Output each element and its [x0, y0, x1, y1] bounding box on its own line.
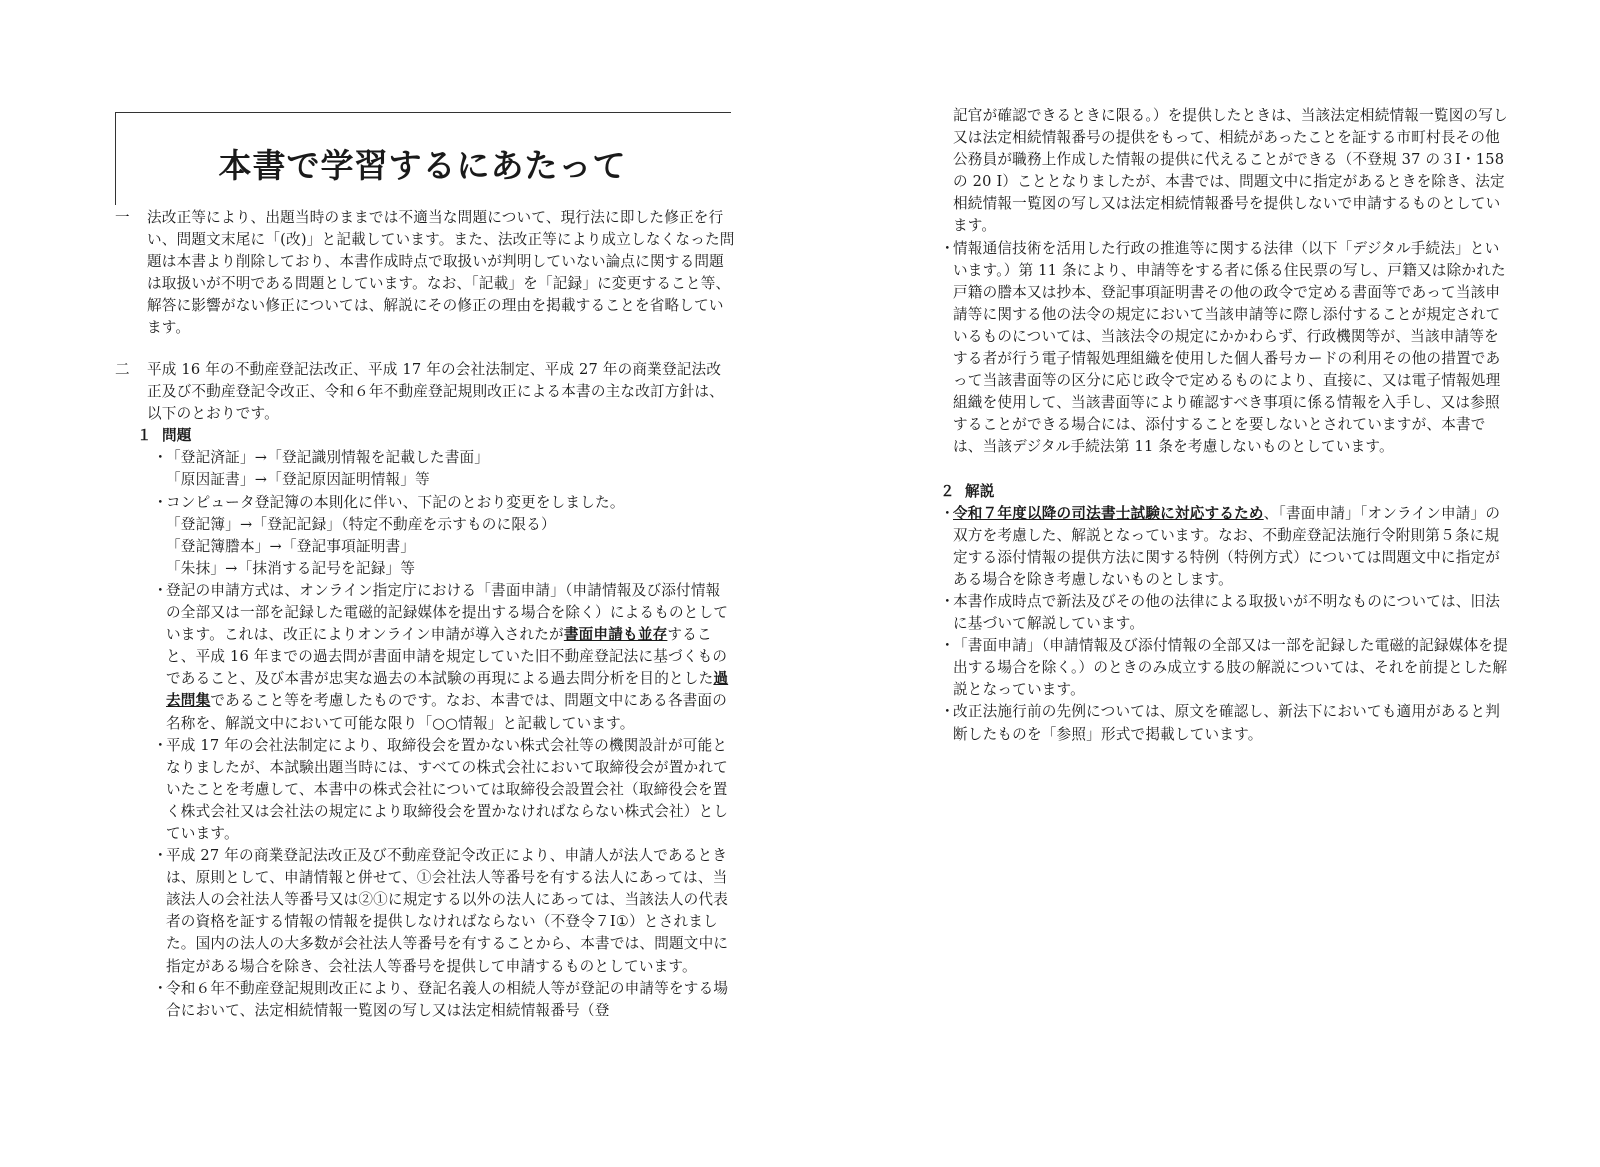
- list-item: ・ 登記の申請方式は、オンライン指定庁における「書面申請」（申請情報及び添付情報の全部又は一部を記録した電磁的記録媒体を提出する場合を除く）によるものとしています。これは、改正によりオンライン申請が導入されたが書面申請も並存すること、平成 16 年までの過去問が書面申請を規定していた旧不動産登記法に基づくものであること、及び本書が忠実な過去の本試験の再現による過去問分析を目的とした過去問集であること等を考慮したものです。なお、本書では、問題文中にある各書面の名称を、解説文中において可能な限り「○○情報」と記載しています。: [153, 580, 735, 735]
- list-item-line: 「登記簿謄本」→「登記事項証明書」: [166, 537, 416, 555]
- subsection-label: 問題: [162, 427, 192, 445]
- section-1-text: 法改正等により、出題当時のままでは不適当な問題について、現行法に即した修正を行い、問題文末尾に「(改)」と記載しています。また、法改正等により成立しなくなった問題は本書より削除しており、本書作成時点で取扱いが判明していない論点に関する問題は取扱いが不明である問題としています。なお、「記載」を「記録」に変更すること等、解答に影響がない修正については、解説にその修正の理由を掲載することを省略しています。: [147, 209, 735, 337]
- list-item-text: 令和６年不動産登記規則改正により、登記名義人の相続人等が登記の申請等をする場合において、法定相続情報一覧図の写し又は法定相続情報番号（登: [166, 979, 729, 1019]
- list-item-text: 本書作成時点で新法及びその他の法律による取扱いが不明なものについては、旧法に基づいて解説しています。: [953, 592, 1501, 633]
- list-item-text: 改正法施行前の先例については、原文を確認し、新法下においても適用があると判断したものを「参照」形式で掲載しています。: [953, 703, 1501, 743]
- subsection-label: 解説: [965, 482, 995, 500]
- list-item: ・ 令和７年度以降の司法書士試験に対応するため、「書面申請」「オンライン申請」の双方を考慮した、解説となっています。なお、不動産登記法施行令附則第５条に規定する添付情報の提供方法に関する特例（特例方式）については問題文中に指定がある場合を除き考慮しないものとします。: [940, 503, 1510, 591]
- list-item: ・ 平成 27 年の商業登記法改正及び不動産登記令改正により、申請人が法人であるときは、原則として、申請情報と併せて、①会社法人等番号を有する法人にあっては、当該法人の会社法人等番号又は②①に規定する以外の法人にあっては、当該法人の代表者の資格を証する情報の情報を提供しなければならない（不登令７Ⅰ①）とされました。国内の法人の大多数が会社法人等番号を有することから、本書では、問題文中に指定がある場合を除き、会社法人等番号を提供して申請するものとしています。: [153, 845, 735, 978]
- list-item-text: 「書面申請」（申請情報及び添付情報の全部又は一部を記録した電磁的記録媒体を提出する場合を除く。）のときのみ成立する肢の解説については、それを前提とした解説となっています。: [953, 637, 1508, 699]
- list-item: ・ 「書面申請」（申請情報及び添付情報の全部又は一部を記録した電磁的記録媒体を提出する場合を除く。）のときのみ成立する肢の解説については、それを前提とした解説となっています。: [940, 635, 1510, 701]
- list-item-line: 「登記簿」→「登記記録」（特定不動産を示すものに限る）: [166, 515, 556, 533]
- list-item-continuation: 記官が確認できるときに限る。）を提供したときは、当該法定相続情報一覧図の写し又は法定相続情報番号の提供をもって、相続があったことを証する市町村長その他公務員が職務上作成した情報の提供に代えることができる（不登規 37 の３Ⅰ・158 の 20 Ⅰ）こととなりましたが、本書では、問題文中に指定があるときを除き、法定相続情報一覧図の写し又は法定相続情報番号を提供しないで申請するものとしています。: [953, 107, 1508, 235]
- problem-items: [153, 447, 735, 1021]
- list-item-line: 「朱抹」→「抹消する記号を記録」等: [166, 559, 416, 577]
- subsection-problems-heading: [137, 425, 735, 447]
- list-item-line: コンピュータ登記簿の本則化に伴い、下記のとおり変更をしました。: [166, 493, 625, 511]
- list-item-line: 「登記済証」→「登記識別情報を記載した書面」: [166, 449, 490, 467]
- list-item: ・ 平成 17 年の会社法制定により、取締役会を置かない株式会社等の機関設計が可能となりましたが、本試験出題当時には、すべての株式会社において取締役会が置かれていたことを考慮して、本書中の株式会社については取締役会設置会社（取締役会を置く株式会社又は会社法の規定により取締役会を置かなければならない株式会社）としています。: [153, 735, 735, 845]
- list-item: ・ コンピュータ登記簿の本則化に伴い、下記のとおり変更をしました。 「登記簿」→「登記記録」（特定不動産を示すものに限る） 「登記簿謄本」→「登記事項証明書」 「朱抹」→「抹消する記号を記録」等: [153, 492, 735, 580]
- section-2: [115, 359, 735, 1022]
- list-item-text: 情報通信技術を活用した行政の推進等に関する法律（以下「デジタル手続法」といいます。）第 11 条により、申請等をする者に係る住民票の写し、戸籍又は除かれた戸籍の謄本又は抄本、登記事項証明書その他の政令で定める書面等であって当該申請等に関する他の法令の規定において当該申請等に際し添付することが規定されているものについては、当該法令の規定にかかわらず、行政機関等が、当該申請等をする者が行う電子情報処理組織を使用した個人番号カードの利用その他の措置であって当該書面等の区分に応じ政令で定めるものにより、直接に、又は電子情報処理組織を使用して、当該書面等により確認すべき事項に係る情報を入手し、又は参照することができる場合には、添付することを要しないとされていますが、本書では、当該デジタル手続法第 11 条を考慮しないものとしています。: [953, 239, 1506, 456]
- right-page: [940, 105, 1510, 746]
- emphasis-underline: 過去問集: [166, 670, 729, 710]
- emphasis-underline: 書面申請も並存: [563, 626, 668, 644]
- problem-items-continued: [940, 238, 1510, 459]
- section-1-number: 一: [115, 209, 130, 226]
- section-2-text: 平成 16 年の不動産登記法改正、平成 17 年の会社法制定、平成 27 年の商業登記法改正及び不動産登記令改正、令和６年不動産登記規則改正による本書の主な改訂方針は、以下のとおりです。: [147, 361, 724, 423]
- subsection-number: １: [137, 427, 152, 445]
- subsection-explanation-heading: [940, 481, 1510, 503]
- list-item: ・ 改正法施行前の先例については、原文を確認し、新法下においても適用があると判断したものを「参照」形式で掲載しています。: [940, 701, 1510, 745]
- list-item: ・ 情報通信技術を活用した行政の推進等に関する法律（以下「デジタル手続法」といいます。）第 11 条により、申請等をする者に係る住民票の写し、戸籍又は除かれた戸籍の謄本又は抄本、登記事項証明書その他の政令で定める書面等であって当該申請等に関する他の法令の規定において当該申請等に際し添付することが規定されているものについては、当該法令の規定にかかわらず、行政機関等が、当該申請等をする者が行う電子情報処理組織を使用した個人番号カードの利用その他の措置であって当該書面等の区分に応じ政令で定めるものにより、直接に、又は電子情報処理組織を使用して、当該書面等により確認すべき事項に係る情報を入手し、又は参照することができる場合には、添付することを要しないとされていますが、本書では、当該デジタル手続法第 11 条を考慮しないものとしています。: [940, 238, 1510, 459]
- list-item: ・ 令和６年不動産登記規則改正により、登記名義人の相続人等が登記の申請等をする場合において、法定相続情報一覧図の写し又は法定相続情報番号（登: [153, 978, 735, 1022]
- list-item-text: 平成 27 年の商業登記法改正及び不動産登記令改正により、申請人が法人であるときは、原則として、申請情報と併せて、①会社法人等番号を有する法人にあっては、当該法人の会社法人等番号又は②①に規定する以外の法人にあっては、当該法人の代表者の資格を証する情報の情報を提供しなければならない（不登令７Ⅰ①）とされました。国内の法人の大多数が会社法人等番号を有することから、本書では、問題文中に指定がある場合を除き、会社法人等番号を提供して申請するものとしています。: [166, 847, 729, 975]
- section-2-number: 二: [115, 361, 130, 378]
- list-item-text: 登記の申請方式は、オンライン指定庁における「書面申請」（申請情報及び添付情報の全部又は一部を記録した電磁的記録媒体を提出する場合を除く）によるものとしています。これは、改正によりオンライン申請が導入されたが書面申請も並存すること、平成 16 年までの過去問が書面申請を規定していた旧不動産登記法に基づくものであること、及び本書が忠実な過去の本試験の再現による過去問分析を目的とした過去問集であること等を考慮したものです。なお、本書では、問題文中にある各書面の名称を、解説文中において可能な限り「○○情報」と記載しています。: [166, 581, 729, 732]
- explanation-items: [940, 503, 1510, 746]
- list-item-line: 「原因証書」→「登記原因証明情報」等: [166, 471, 430, 489]
- page-title: 本書で学習するにあたって: [218, 146, 627, 185]
- list-item: ・ 本書作成時点で新法及びその他の法律による取扱いが不明なものについては、旧法に基づいて解説しています。: [940, 591, 1510, 635]
- subsection-number: ２: [940, 482, 955, 500]
- emphasis-underline: 令和７年度以降の司法書士試験に対応するため: [953, 504, 1264, 522]
- list-item-text: 平成 17 年の会社法制定により、取締役会を置かない株式会社等の機関設計が可能となりましたが、本試験出題当時には、すべての株式会社において取締役会が置かれていたことを考慮して、本書中の株式会社については取締役会設置会社（取締役会を置く株式会社又は会社法の規定により取締役会を置かなければならない株式会社）としています。: [166, 736, 729, 842]
- list-item: ・ 「登記済証」→「登記識別情報を記載した書面」 「原因証書」→「登記原因証明情報」等: [153, 447, 735, 491]
- section-1: [115, 207, 735, 340]
- list-item-text: 令和７年度以降の司法書士試験に対応するため、「書面申請」「オンライン申請」の双方を考慮した、解説となっています。なお、不動産登記法施行令附則第５条に規定する添付情報の提供方法に関する特例（特例方式）については問題文中に指定がある場合を除き考慮しないものとします。: [953, 504, 1501, 588]
